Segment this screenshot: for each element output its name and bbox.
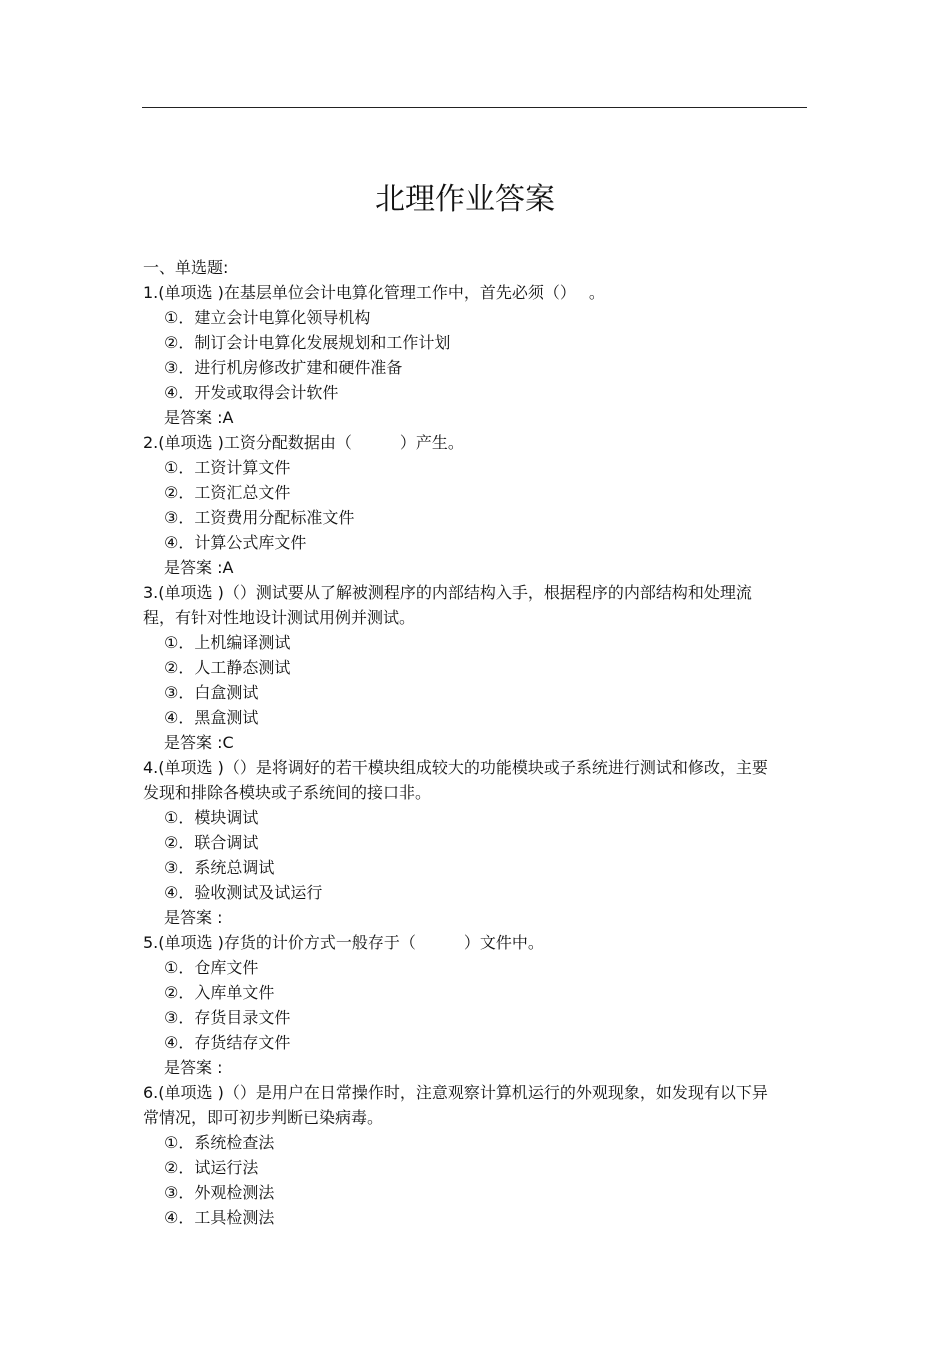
question-6 [143,1080,783,1230]
question-1 [143,280,783,430]
question-option: ③．存货目录文件 [164,1008,291,1027]
question-stem: 5.(单项选 )存货的计价方式一般存于（ ）文件中。 [143,933,544,952]
question-stem: 3.(单项选 )（）测试要从了解被测程序的内部结构入手，根据程序的内部结构和处理流程，有针对性地设计测试用例并测试。 [143,583,752,627]
question-answer: 是答案 :A [164,408,234,427]
header-rule [142,107,807,108]
question-option: ④．开发或取得会计软件 [164,383,339,402]
question-option: ③．进行机房修改扩建和硬件准备 [164,358,403,377]
question-2 [143,430,783,580]
question-4 [143,755,783,930]
question-option: ④．计算公式库文件 [164,533,307,552]
question-3 [143,580,783,755]
question-answer: 是答案 :A [164,558,234,577]
question-option: ①．模块调试 [164,808,259,827]
question-list [143,255,783,1230]
question-option: ④．存货结存文件 [164,1033,291,1052]
page-title: 北理作业答案 [375,182,555,217]
question-option: ②．制订会计电算化发展规划和工作计划 [164,333,451,352]
question-answer: 是答案 :C [164,733,234,752]
question-option: ②．入库单文件 [164,983,275,1002]
question-answer: 是答案 : [164,1058,223,1077]
question-stem: 4.(单项选 )（）是将调好的若干模块组成较大的功能模块或子系统进行测试和修改，主要发现和排除各模块或子系统间的接口非。 [143,758,768,802]
question-option: ②．试运行法 [164,1158,259,1177]
question-option: ④．工具检测法 [164,1208,275,1227]
question-option: ①．仓库文件 [164,958,259,977]
question-answer: 是答案 : [164,908,223,927]
question-option: ④．验收测试及试运行 [164,883,323,902]
question-option: ①．上机编译测试 [164,633,291,652]
question-option: ④．黑盒测试 [164,708,259,727]
question-option: ①．工资计算文件 [164,458,291,477]
question-stem: 2.(单项选 )工资分配数据由（ ）产生。 [143,433,464,452]
question-stem: 6.(单项选 )（）是用户在日常操作时，注意观察计算机运行的外观现象，如发现有以下异常情况，即可初步判断已染病毒。 [143,1083,768,1127]
question-option: ③．白盒测试 [164,683,259,702]
question-option: ③．外观检测法 [164,1183,275,1202]
question-option: ②．人工静态测试 [164,658,291,677]
question-option: ③．工资费用分配标准文件 [164,508,355,527]
question-stem: 1.(单项选 )在基层单位会计电算化管理工作中，首先必须（） 。 [143,283,605,302]
question-option: ③．系统总调试 [164,858,275,877]
section-heading: 一、单选题: [143,258,229,277]
question-5 [143,930,783,1080]
question-option: ②．工资汇总文件 [164,483,291,502]
question-option: ①．系统检查法 [164,1133,275,1152]
question-option: ②．联合调试 [164,833,259,852]
question-option: ①．建立会计电算化领导机构 [164,308,371,327]
